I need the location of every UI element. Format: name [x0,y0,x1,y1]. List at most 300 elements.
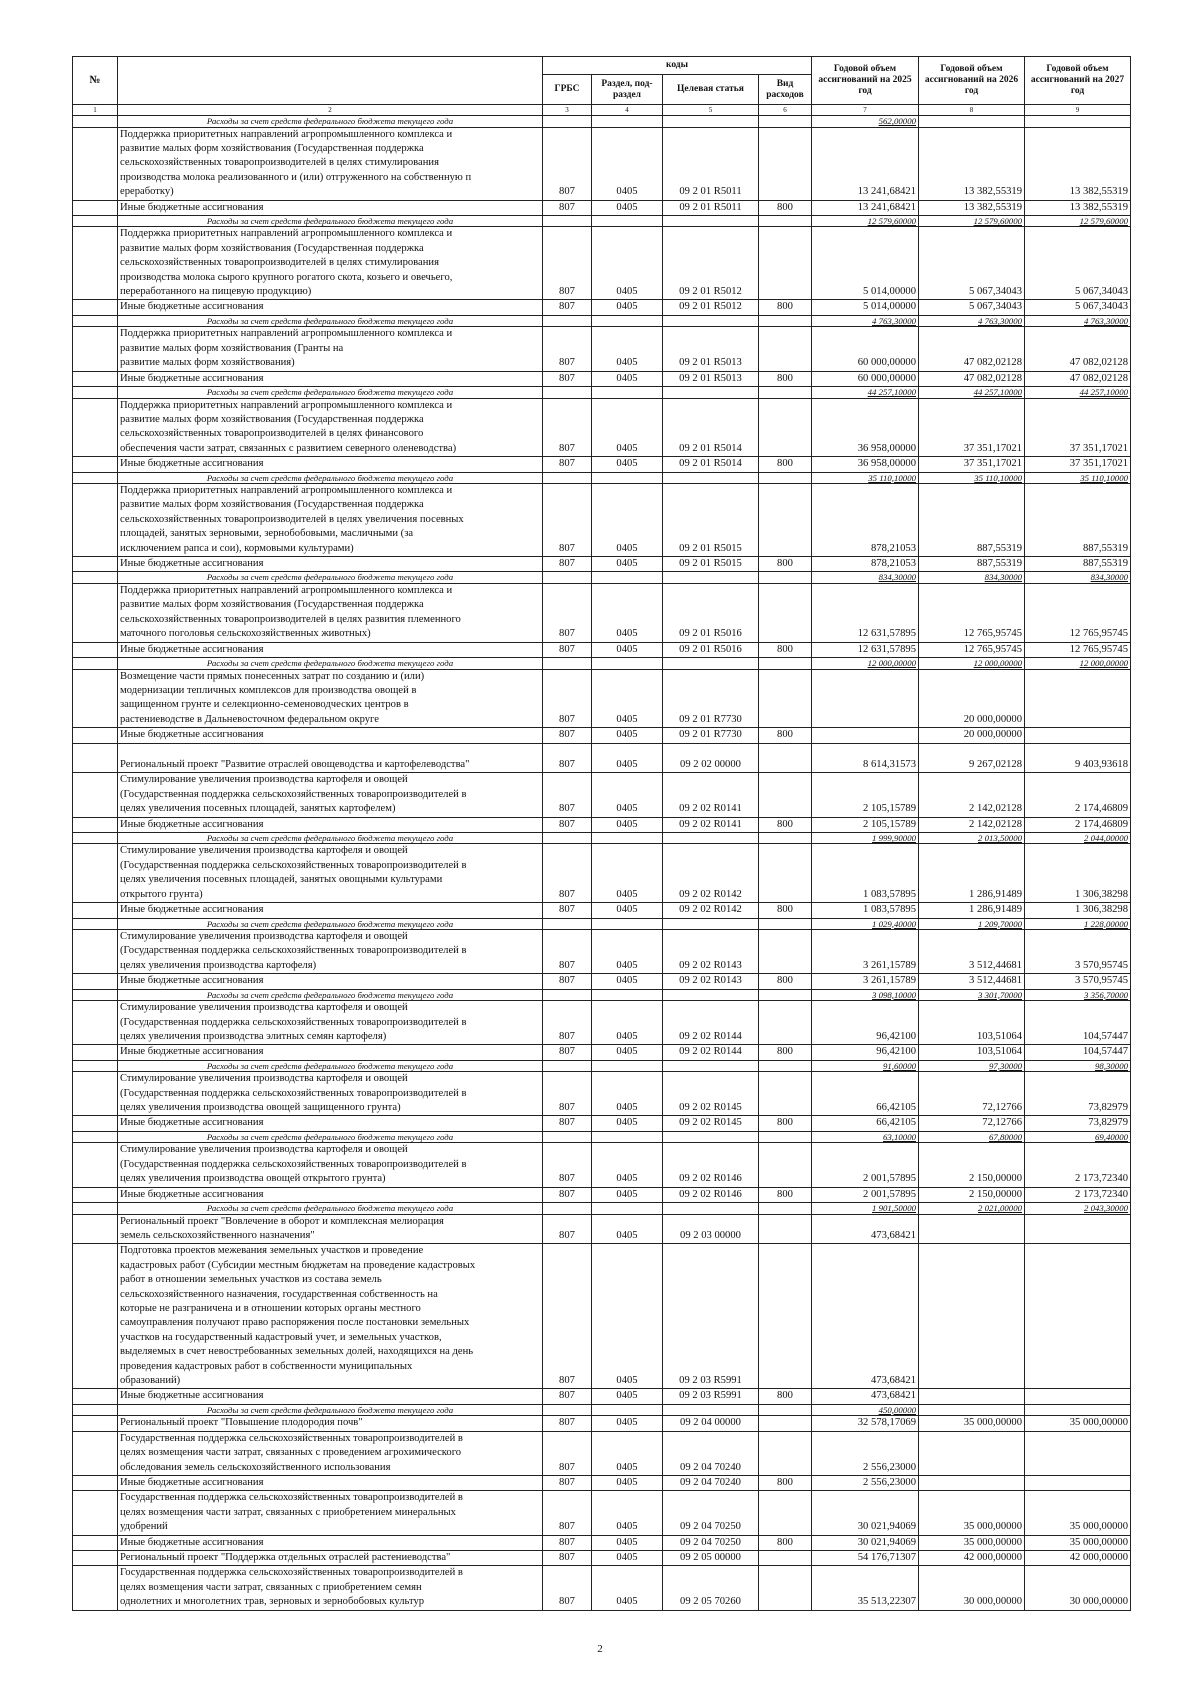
cell-target: 09 2 05 00000 [663,1550,759,1565]
cell-name: Расходы за счет средств федерального бюджета текущего года [118,1060,543,1072]
cell-grbs: 807 [543,1214,592,1244]
cell-2025: 44 257,10000 [812,387,919,399]
cell-number [73,844,118,903]
cell-number [73,1535,118,1550]
cell-target: 09 2 02 R0144 [663,1001,759,1045]
cell-2025: 35 513,22307 [812,1566,919,1610]
cell-number [73,1131,118,1143]
cell-name: Иные бюджетные ассигнования [118,1045,543,1060]
cell-2026: 12 579,60000 [919,215,1025,227]
cell-target [663,315,759,327]
cell-name: Расходы за счет средств федерального бюджета текущего года [118,918,543,930]
federal-funds-row [73,215,1131,227]
header-2027: Годовой объем ассигнований на 2027 год [1025,57,1131,105]
cell-vid [759,1214,812,1244]
cell-vid [759,1566,812,1610]
cell-2027: 3 570,95745 [1025,974,1131,989]
cell-2025: 473,68421 [812,1214,919,1244]
federal-funds-row [73,1404,1131,1416]
cell-target [663,658,759,670]
table-header [73,57,1131,116]
cell-name: Иные бюджетные ассигнования [118,642,543,657]
federal-funds-row [73,472,1131,484]
cell-vid [759,658,812,670]
cell-vid [759,1143,812,1187]
cell-2026: 20 000,00000 [919,669,1025,728]
cell-number [73,387,118,399]
cell-target [663,918,759,930]
table-row [73,1001,1131,1045]
cell-name: Иные бюджетные ассигнования [118,1475,543,1490]
cell-2027 [1025,1244,1131,1389]
cell-razdel: 0405 [592,1244,663,1389]
cell-2025: 12 631,57895 [812,583,919,642]
cell-grbs: 807 [543,457,592,472]
table-row [73,557,1131,572]
header-number: № [73,57,118,105]
cell-2025: 473,68421 [812,1389,919,1404]
cell-name: Поддержка приоритетных направлений агропромышленного комплекса и развитие малых форм хозяйствования (Государственная поддержка сельскохозяйственных товаропроизводителей в целях финансового обеспечения части затрат, связанных с развитием северного оленеводства) [118,398,543,457]
cell-number [73,1045,118,1060]
cell-name: Иные бюджетные ассигнования [118,817,543,832]
cell-target: 09 2 01 R5016 [663,583,759,642]
cell-razdel [592,387,663,399]
cell-2027: 12 579,60000 [1025,215,1131,227]
cell-2027: 2 174,46809 [1025,817,1131,832]
cell-number [73,127,118,200]
cell-number [73,832,118,844]
cell-2025: 878,21053 [812,484,919,557]
cell-2026: 13 382,55319 [919,127,1025,200]
cell-2025: 32 578,17069 [812,1416,919,1431]
cell-2026: 30 000,00000 [919,1566,1025,1610]
column-number: 7 [812,105,919,116]
cell-2026: 2 142,02128 [919,773,1025,817]
cell-name: Иные бюджетные ассигнования [118,557,543,572]
cell-2025: 2 105,15789 [812,817,919,832]
cell-razdel: 0405 [592,728,663,743]
cell-grbs: 807 [543,930,592,974]
cell-2026: 44 257,10000 [919,387,1025,399]
cell-2026: 37 351,17021 [919,457,1025,472]
cell-name: Расходы за счет средств федерального бюджета текущего года [118,472,543,484]
cell-name: Региональный проект "Вовлечение в оборот и комплексная мелиорация земель сельскохозяйственного назначения" [118,1214,543,1244]
cell-2027: 12 000,00000 [1025,658,1131,670]
cell-name: Расходы за счет средств федерального бюджета текущего года [118,1404,543,1416]
cell-name: Иные бюджетные ассигнования [118,1535,543,1550]
cell-razdel: 0405 [592,327,663,371]
cell-razdel [592,116,663,128]
cell-2025: 96,42100 [812,1001,919,1045]
cell-vid [759,1131,812,1143]
cell-2025: 60 000,00000 [812,371,919,386]
cell-2027: 2 173,72340 [1025,1143,1131,1187]
cell-2026: 2 150,00000 [919,1143,1025,1187]
cell-number [73,658,118,670]
cell-razdel: 0405 [592,974,663,989]
table-row [73,227,1131,300]
cell-grbs: 807 [543,1566,592,1610]
cell-2025: 60 000,00000 [812,327,919,371]
cell-name: Расходы за счет средств федерального бюджета текущего года [118,315,543,327]
cell-vid [759,1001,812,1045]
cell-razdel: 0405 [592,844,663,903]
cell-grbs: 807 [543,1431,592,1475]
cell-number [73,215,118,227]
cell-name: Поддержка приоритетных направлений агропромышленного комплекса и развитие малых форм хозяйствования (Гранты на развитие малых форм хозяйствования) [118,327,543,371]
cell-2027: 834,30000 [1025,572,1131,584]
cell-2026: 35 000,00000 [919,1535,1025,1550]
column-number: 6 [759,105,812,116]
cell-name: Региональный проект "Повышение плодородия почв" [118,1416,543,1431]
cell-vid: 800 [759,200,812,215]
cell-2025: 4 763,30000 [812,315,919,327]
cell-2026: 97,30000 [919,1060,1025,1072]
header-2026: Годовой объем ассигнований на 2026 год [919,57,1025,105]
table-row [73,743,1131,773]
cell-grbs: 807 [543,773,592,817]
cell-vid [759,472,812,484]
cell-razdel: 0405 [592,1214,663,1244]
table-row [73,127,1131,200]
cell-target [663,832,759,844]
cell-2026: 12 000,00000 [919,658,1025,670]
table-row [73,300,1131,315]
cell-2025: 2 001,57895 [812,1187,919,1202]
cell-vid: 800 [759,1475,812,1490]
cell-razdel [592,989,663,1001]
cell-target: 09 2 02 R0142 [663,903,759,918]
cell-number [73,1143,118,1187]
cell-target: 09 2 04 70250 [663,1491,759,1535]
cell-razdel: 0405 [592,1535,663,1550]
cell-2027: 887,55319 [1025,557,1131,572]
cell-2025: 1 999,90000 [812,832,919,844]
cell-grbs: 807 [543,1244,592,1389]
cell-2026: 4 763,30000 [919,315,1025,327]
cell-2025: 66,42105 [812,1116,919,1131]
cell-target: 09 2 01 R5013 [663,371,759,386]
cell-number [73,200,118,215]
cell-number [73,371,118,386]
federal-funds-row [73,572,1131,584]
cell-name: Иные бюджетные ассигнования [118,457,543,472]
cell-grbs: 807 [543,398,592,457]
column-number: 9 [1025,105,1131,116]
cell-2025: 13 241,68421 [812,127,919,200]
cell-number [73,315,118,327]
cell-name: Региональный проект "Развитие отраслей овощеводства и картофелеводства" [118,743,543,773]
cell-razdel: 0405 [592,227,663,300]
cell-target: 09 2 01 R5012 [663,227,759,300]
cell-razdel: 0405 [592,371,663,386]
cell-name: Государственная поддержка сельскохозяйственных товаропроизводителей в целях возмещения части затрат, связанных с приобретением семян однолетних и многолетних трав, зерновых и зернобобовых культур [118,1566,543,1610]
federal-funds-row [73,989,1131,1001]
cell-razdel: 0405 [592,1416,663,1431]
cell-target: 09 2 01 R5013 [663,327,759,371]
cell-name: Поддержка приоритетных направлений агропромышленного комплекса и развитие малых форм хозяйствования (Государственная поддержка сельскохозяйственных товаропроизводителей в целях стимулирования производства молока сырого крупного рогатого скота, козьего и овечьего, переработанного на пищевую продукцию) [118,227,543,300]
cell-2027: 13 382,55319 [1025,200,1131,215]
cell-name: Региональный проект "Поддержка отдельных отраслей растениеводства" [118,1550,543,1565]
cell-2026 [919,1431,1025,1475]
cell-number [73,669,118,728]
cell-2025: 13 241,68421 [812,200,919,215]
column-number: 5 [663,105,759,116]
cell-razdel: 0405 [592,773,663,817]
cell-grbs: 807 [543,127,592,200]
cell-razdel: 0405 [592,127,663,200]
cell-2027: 47 082,02128 [1025,327,1131,371]
cell-razdel: 0405 [592,817,663,832]
cell-2027 [1025,1404,1131,1416]
cell-2025: 54 176,71307 [812,1550,919,1565]
cell-target: 09 2 02 R0141 [663,817,759,832]
cell-vid [759,1431,812,1475]
cell-number [73,472,118,484]
cell-vid: 800 [759,557,812,572]
cell-number [73,327,118,371]
cell-2027: 35 000,00000 [1025,1491,1131,1535]
cell-2027: 887,55319 [1025,484,1131,557]
cell-vid [759,832,812,844]
cell-razdel: 0405 [592,1072,663,1116]
cell-2027: 1 228,00000 [1025,918,1131,930]
cell-vid: 800 [759,1389,812,1404]
cell-grbs [543,116,592,128]
cell-grbs: 807 [543,1045,592,1060]
cell-name: Стимулирование увеличения производства картофеля и овощей (Государственная поддержка сельскохозяйственных товаропроизводителей в целях увеличения производства овощей защищенного грунта) [118,1072,543,1116]
cell-grbs: 807 [543,557,592,572]
cell-grbs: 807 [543,1072,592,1116]
cell-2026: 20 000,00000 [919,728,1025,743]
table-row [73,1566,1131,1610]
cell-name: Иные бюджетные ассигнования [118,1389,543,1404]
cell-grbs: 807 [543,227,592,300]
table-row [73,1116,1131,1131]
cell-2026: 5 067,34043 [919,300,1025,315]
cell-name: Государственная поддержка сельскохозяйственных товаропроизводителей в целях возмещения части затрат, связанных с проведением агрохимического обследования земель сельскохозяйственного использования [118,1431,543,1475]
cell-name: Расходы за счет средств федерального бюджета текущего года [118,658,543,670]
cell-grbs: 807 [543,974,592,989]
cell-2026: 2 021,00000 [919,1203,1025,1215]
cell-grbs: 807 [543,1475,592,1490]
cell-target: 09 2 01 R5012 [663,300,759,315]
cell-2026: 2 013,50000 [919,832,1025,844]
cell-vid [759,773,812,817]
cell-razdel: 0405 [592,398,663,457]
cell-2026 [919,1214,1025,1244]
page-number: 2 [597,1643,603,1655]
cell-name: Иные бюджетные ассигнования [118,728,543,743]
cell-2026: 887,55319 [919,484,1025,557]
cell-2026 [919,1475,1025,1490]
cell-number [73,1389,118,1404]
table-row [73,1244,1131,1389]
cell-name: Иные бюджетные ассигнования [118,903,543,918]
cell-2026: 1 209,70000 [919,918,1025,930]
cell-target [663,1131,759,1143]
cell-grbs: 807 [543,200,592,215]
cell-name: Иные бюджетные ассигнования [118,974,543,989]
cell-2027: 13 382,55319 [1025,127,1131,200]
cell-name: Стимулирование увеличения производства картофеля и овощей (Государственная поддержка сельскохозяйственных товаропроизводителей в целях увеличения производства овощей открытого грунта) [118,1143,543,1187]
cell-name: Расходы за счет средств федерального бюджета текущего года [118,215,543,227]
cell-2025: 2 001,57895 [812,1143,919,1187]
cell-number [73,1072,118,1116]
cell-name: Иные бюджетные ассигнования [118,300,543,315]
cell-target: 09 2 05 70260 [663,1566,759,1610]
cell-razdel: 0405 [592,1143,663,1187]
cell-number [73,1491,118,1535]
table-row [73,1143,1131,1187]
cell-grbs: 807 [543,642,592,657]
cell-2025: 1 083,57895 [812,844,919,903]
cell-number [73,398,118,457]
cell-target: 09 2 02 R0145 [663,1072,759,1116]
header-grbs: ГРБС [543,75,592,105]
cell-target: 09 2 01 R7730 [663,669,759,728]
cell-vid [759,215,812,227]
cell-grbs: 807 [543,743,592,773]
table-row [73,457,1131,472]
cell-name: Поддержка приоритетных направлений агропромышленного комплекса и развитие малых форм хозяйствования (Государственная поддержка сельскохозяйственных товаропроизводителей в целях стимулирования производства молока реализованного и (или) отгруженного на собственную п ереработку) [118,127,543,200]
cell-number [73,557,118,572]
cell-razdel [592,215,663,227]
cell-2026 [919,1404,1025,1416]
cell-target [663,1404,759,1416]
cell-vid [759,669,812,728]
cell-grbs: 807 [543,1389,592,1404]
cell-2025: 878,21053 [812,557,919,572]
cell-target: 09 2 04 70240 [663,1475,759,1490]
cell-2027: 35 110,10000 [1025,472,1131,484]
cell-grbs: 807 [543,1535,592,1550]
cell-grbs: 807 [543,669,592,728]
cell-vid [759,1550,812,1565]
federal-funds-row [73,918,1131,930]
cell-vid [759,315,812,327]
cell-number [73,1416,118,1431]
federal-funds-row [73,315,1131,327]
cell-2025: 450,00000 [812,1404,919,1416]
cell-target: 09 2 02 R0144 [663,1045,759,1060]
federal-funds-row [73,116,1131,128]
cell-vid [759,484,812,557]
cell-number [73,572,118,584]
cell-target [663,215,759,227]
table-row [73,930,1131,974]
cell-target: 09 2 03 R5991 [663,1244,759,1389]
cell-2027: 35 000,00000 [1025,1416,1131,1431]
federal-funds-row [73,1131,1131,1143]
cell-name: Поддержка приоритетных направлений агропромышленного комплекса и развитие малых форм хозяйствования (Государственная поддержка сельскохозяйственных товаропроизводителей в целях увеличения посевных площадей, занятых зерновыми, зернобобовыми, масличными (за исключением рапса и сои), кормовыми культурами) [118,484,543,557]
cell-number [73,743,118,773]
cell-2027: 37 351,17021 [1025,457,1131,472]
cell-number [73,1475,118,1490]
table-row [73,844,1131,903]
cell-grbs [543,1203,592,1215]
cell-number [73,918,118,930]
table-row [73,1431,1131,1475]
federal-funds-row [73,1203,1131,1215]
cell-razdel: 0405 [592,1475,663,1490]
cell-razdel: 0405 [592,1187,663,1202]
table-row [73,817,1131,832]
cell-vid: 800 [759,457,812,472]
cell-razdel: 0405 [592,903,663,918]
cell-target [663,387,759,399]
cell-razdel: 0405 [592,642,663,657]
cell-razdel: 0405 [592,1045,663,1060]
cell-grbs: 807 [543,1416,592,1431]
cell-2027: 73,82979 [1025,1072,1131,1116]
cell-number [73,583,118,642]
cell-vid: 800 [759,1187,812,1202]
table-row [73,1214,1131,1244]
cell-target [663,472,759,484]
cell-grbs: 807 [543,484,592,557]
cell-2026: 47 082,02128 [919,371,1025,386]
cell-razdel: 0405 [592,300,663,315]
cell-name: Иные бюджетные ассигнования [118,1187,543,1202]
cell-razdel [592,315,663,327]
cell-target: 09 2 01 R5014 [663,398,759,457]
cell-grbs: 807 [543,728,592,743]
cell-grbs: 807 [543,1116,592,1131]
cell-grbs [543,572,592,584]
cell-grbs: 807 [543,817,592,832]
cell-vid [759,1060,812,1072]
table-row [73,1045,1131,1060]
cell-razdel [592,918,663,930]
cell-2025: 36 958,00000 [812,398,919,457]
cell-2025: 12 000,00000 [812,658,919,670]
table-row [73,200,1131,215]
table-row [73,327,1131,371]
cell-2025: 63,10000 [812,1131,919,1143]
column-numbers-row [73,105,1131,116]
cell-number [73,457,118,472]
table-row [73,1416,1131,1431]
cell-2027 [1025,669,1131,728]
cell-name: Возмещение части прямых понесенных затрат по созданию и (или) модернизации тепличных комплексов для производства овощей в защищенном грунте и селекционно-семеноводческих центров в растениеводстве в Дальневосточном федеральном округе [118,669,543,728]
cell-2027 [1025,116,1131,128]
cell-target: 09 2 02 R0146 [663,1187,759,1202]
cell-grbs: 807 [543,1187,592,1202]
cell-2027 [1025,728,1131,743]
cell-2025 [812,669,919,728]
cell-2027: 69,40000 [1025,1131,1131,1143]
cell-target: 09 2 02 R0143 [663,930,759,974]
cell-2025: 2 556,23000 [812,1431,919,1475]
cell-name: Стимулирование увеличения производства картофеля и овощей (Государственная поддержка сельскохозяйственных товаропроизводителей в целях увеличения производства картофеля) [118,930,543,974]
cell-vid [759,1404,812,1416]
column-number: 1 [73,105,118,116]
cell-2027: 5 067,34043 [1025,227,1131,300]
cell-2025: 12 631,57895 [812,642,919,657]
cell-grbs [543,1131,592,1143]
cell-vid [759,1203,812,1215]
cell-2027: 42 000,00000 [1025,1550,1131,1565]
cell-grbs: 807 [543,327,592,371]
cell-razdel [592,1131,663,1143]
cell-target: 09 2 04 70250 [663,1535,759,1550]
cell-2025: 1 901,50000 [812,1203,919,1215]
cell-target: 09 2 03 R5991 [663,1389,759,1404]
cell-vid [759,387,812,399]
cell-2026: 9 267,02128 [919,743,1025,773]
cell-2026: 72,12766 [919,1072,1025,1116]
